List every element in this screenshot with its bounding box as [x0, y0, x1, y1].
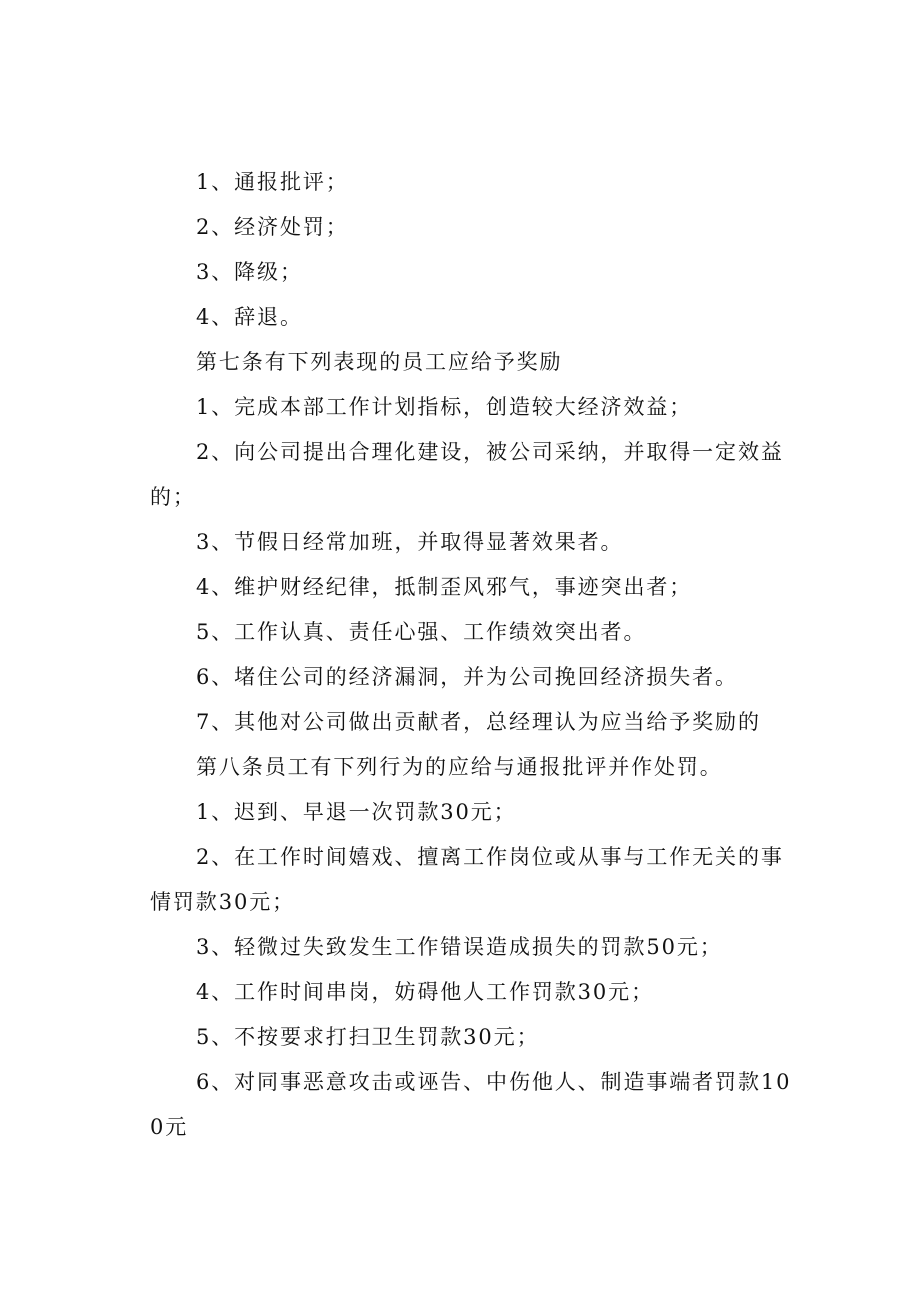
paragraph-7: 2、向公司提出合理化建设，被公司采纳，并取得一定效益的；	[150, 440, 784, 509]
paragraph-12: 7、其他对公司做出贡献者，总经理认为应当给予奖励的	[196, 710, 761, 734]
paragraph-19: 6、对同事恶意攻击或诬告、中伤他人、制造事端者罚款100元	[150, 1070, 792, 1139]
paragraph-3: 3、降级；	[196, 260, 303, 284]
paragraph-6: 1、完成本部工作计划指标，创造较大经济效益；	[196, 395, 693, 419]
paragraph-16: 3、轻微过失致发生工作错误造成损失的罚款50元；	[196, 935, 723, 959]
paragraph-17: 4、工作时间串岗，妨碍他人工作罚款30元；	[196, 980, 654, 1004]
paragraph-18: 5、不按要求打扫卫生罚款30元；	[196, 1025, 540, 1049]
paragraph-4: 4、辞退。	[196, 305, 303, 329]
section-heading-8: 第八条员工有下列行为的应给与通报批评并作处罚。	[196, 755, 723, 779]
paragraph-15: 2、在工作时间嬉戏、擅离工作岗位或从事与工作无关的事情罚款30元；	[150, 845, 784, 914]
paragraph-2: 2、经济处罚；	[196, 215, 349, 239]
paragraph-10: 5、工作认真、责任心强、工作绩效突出者。	[196, 620, 647, 644]
paragraph-14: 1、迟到、早退一次罚款30元；	[196, 800, 517, 824]
section-heading-7: 第七条有下列表现的员工应给予奖励	[196, 350, 563, 374]
paragraph-8: 3、节假日经常加班，并取得显著效果者。	[196, 530, 624, 554]
paragraph-1: 1、通报批评；	[196, 170, 349, 194]
paragraph-9: 4、维护财经纪律，抵制歪风邪气，事迹突出者；	[196, 575, 693, 599]
paragraph-11: 6、堵住公司的经济漏洞，并为公司挽回经济损失者。	[196, 665, 738, 689]
